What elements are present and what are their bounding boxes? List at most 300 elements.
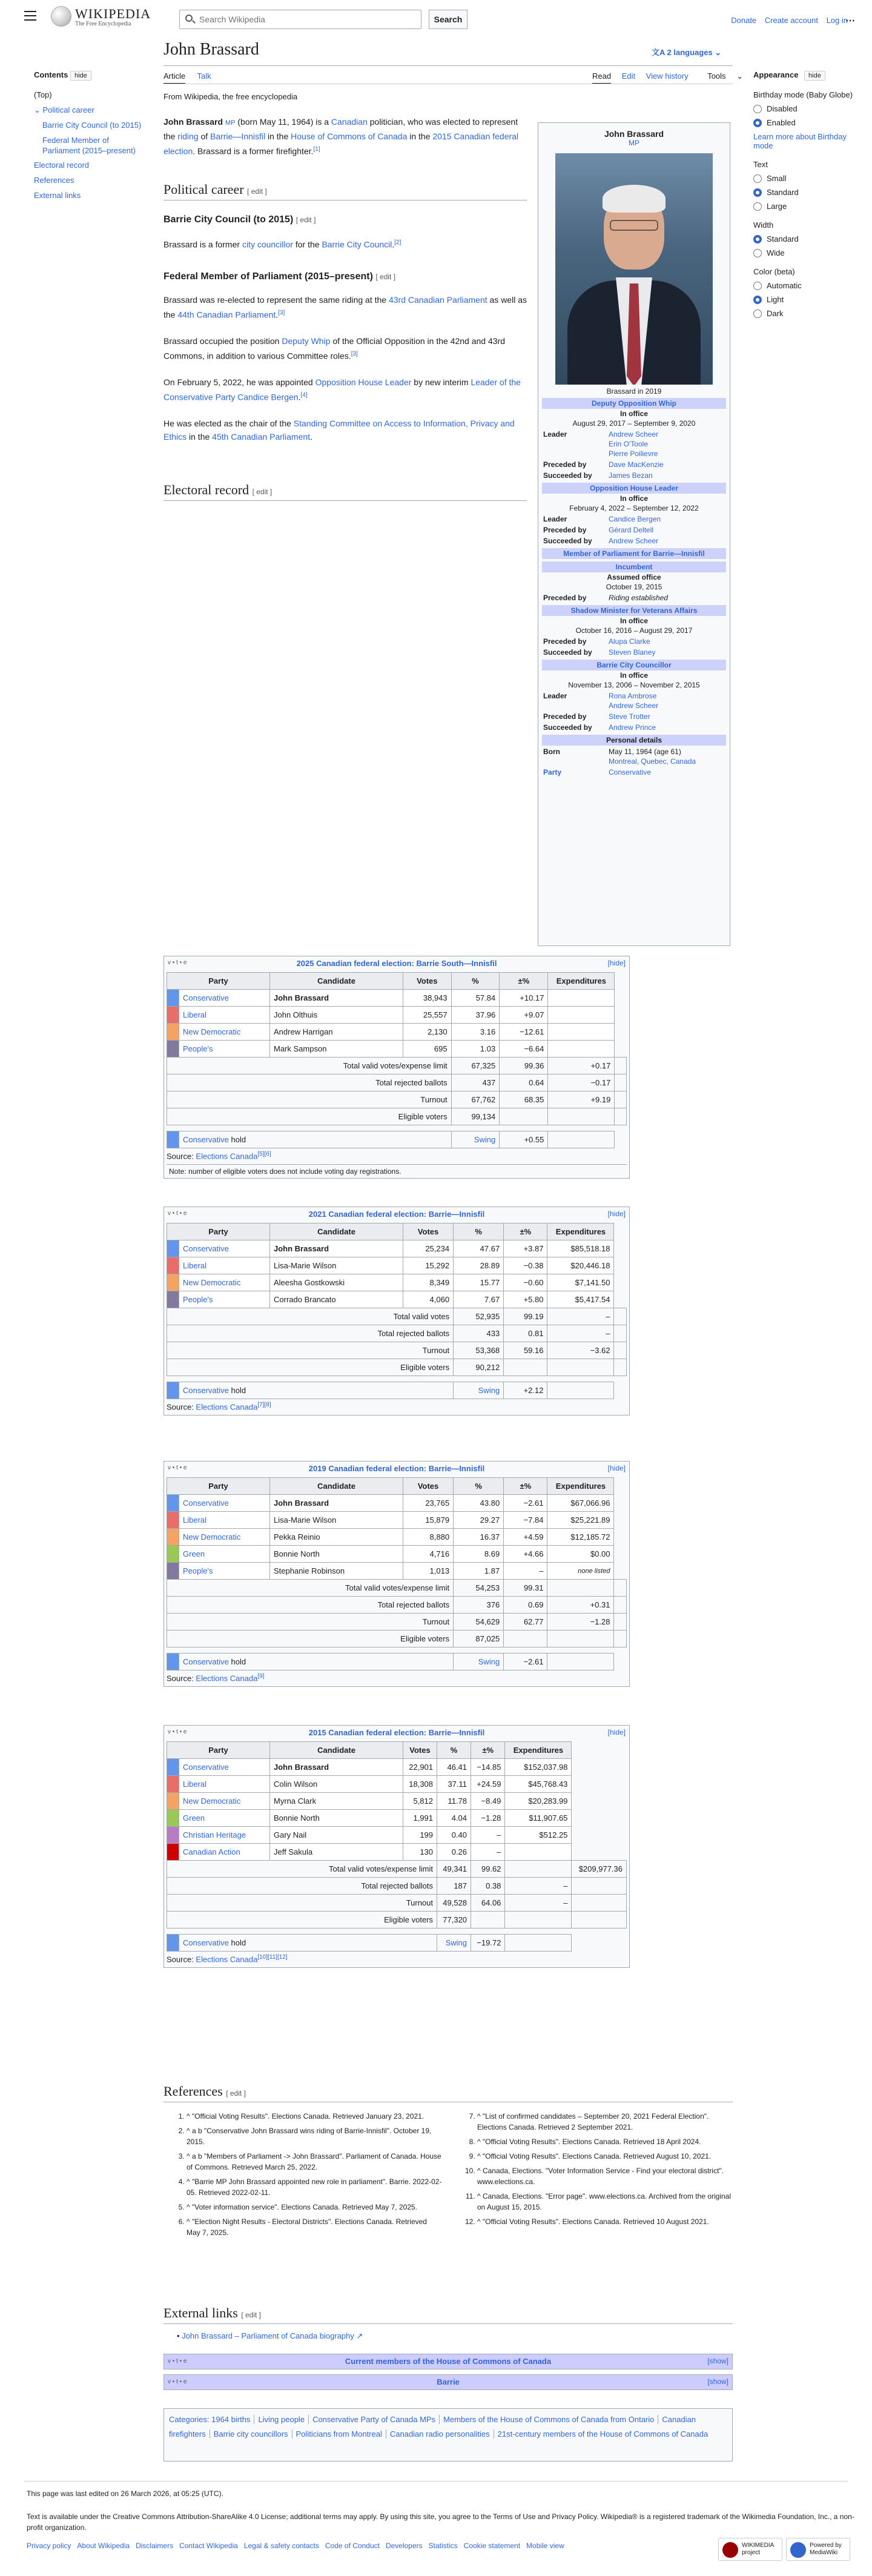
tab-view-history[interactable]: View history [646, 71, 689, 81]
role-title[interactable]: Member of Parliament for Barrie—Innisfil [542, 548, 726, 559]
party-color-swatch [167, 1759, 179, 1776]
footer-link[interactable]: Mobile view [526, 2541, 564, 2550]
party-link[interactable]: People's [183, 1044, 213, 1053]
party-link[interactable]: Liberal [183, 1010, 207, 1019]
reference-item[interactable]: 7. ^ "List of confirmed candidates – September 20, 2021 Federal Election". Elections Canada. Retrieved 2 September 2021. [477, 2111, 733, 2133]
link-43rd-parliament[interactable]: 43rd Canadian Parliament [388, 295, 487, 305]
hold-party-link[interactable]: Conservative [183, 1657, 229, 1666]
width-label: Width [753, 220, 774, 230]
expenditure-cell [548, 1007, 615, 1024]
toc-item-electoral-record[interactable]: Electoral record [34, 161, 90, 170]
link-44th-parliament[interactable]: 44th Canadian Parliament [177, 310, 276, 320]
party-value-link[interactable]: Conservative [609, 768, 652, 776]
section-heading-external-links [164, 2305, 733, 2324]
citation[interactable]: [2] [394, 239, 401, 246]
role-row-label: Preceded by [543, 526, 587, 534]
citation[interactable]: [3] [351, 351, 358, 357]
tab-talk[interactable]: Talk [197, 71, 211, 81]
election-table-header [164, 1462, 629, 1477]
link-house-of-commons[interactable]: House of Commons of Canada [291, 131, 408, 141]
category-link[interactable]: 1964 births [211, 2415, 251, 2424]
swing-label[interactable]: Swing [437, 1935, 471, 1952]
role-row-values [609, 637, 726, 646]
link-canadian[interactable]: Canadian [331, 117, 368, 127]
footer-link[interactable]: Contact Wikipedia [179, 2541, 238, 2550]
party-link[interactable]: Liberal [183, 1780, 207, 1789]
totals-row [167, 1878, 627, 1895]
category-link[interactable]: Barrie city councillors [210, 2429, 292, 2439]
search-icon [185, 15, 193, 22]
citation[interactable]: [9] [257, 1673, 265, 1680]
radio-selected-icon[interactable] [753, 296, 762, 304]
create-account-link[interactable]: Create account [764, 16, 818, 25]
footer-link[interactable]: Cookie statement [463, 2541, 521, 2550]
infobox [538, 122, 730, 946]
person-link[interactable]: Dave MacKenzie [609, 460, 664, 469]
person-link[interactable]: Pierre Poilievre [609, 449, 658, 458]
footer-link[interactable]: About Wikipedia [77, 2541, 130, 2550]
party-link[interactable]: Green [183, 1549, 205, 1558]
radio-icon[interactable] [753, 282, 762, 290]
text: Brassard is a former [164, 239, 242, 250]
role-title[interactable]: Opposition House Leader [542, 483, 726, 494]
option-small[interactable] [753, 174, 856, 183]
option-label[interactable]: Wide [767, 248, 785, 257]
person-link[interactable]: Gérard Deltell [609, 526, 654, 534]
radio-icon[interactable] [753, 174, 762, 183]
edit-section-link[interactable]: [ edit ] [226, 2089, 246, 2098]
totals-pct [471, 1912, 505, 1929]
party-cell [179, 1776, 270, 1793]
option-width-standard[interactable] [753, 234, 856, 243]
hide-button[interactable]: [hide] [607, 959, 626, 967]
votes-cell: 8,880 [403, 1529, 454, 1546]
hold-party-link[interactable]: Conservative [183, 1938, 229, 1947]
navbox-title[interactable]: Barrie [437, 2377, 460, 2386]
option-label[interactable]: Automatic [767, 281, 802, 290]
reference-item[interactable]: 1. ^ "Official Voting Results". Elections Canada. Retrieved January 23, 2021. [187, 2111, 442, 2122]
totals-label: Turnout [167, 1091, 452, 1108]
navbox-title[interactable]: Current members of the House of Commons of Canada [345, 2357, 552, 2366]
appearance-hide-button[interactable]: hide [804, 71, 825, 81]
swing-label[interactable]: Swing [451, 1131, 500, 1148]
election-title-link[interactable]: 2019 Canadian federal election: Barrie—Innisfil [308, 1464, 485, 1473]
mediawiki-badge[interactable] [786, 2538, 850, 2561]
role-title[interactable]: Barrie City Councillor [542, 660, 726, 670]
toc-item-barrie-council[interactable]: Barrie City Council (to 2015) [42, 120, 142, 130]
reference-item[interactable]: 4. ^ "Barrie MP John Brassard appointed new role in parliament". Barrie. 2022-02-05. Retrieved 2022-02-11. [187, 2176, 442, 2198]
edit-section-link[interactable]: [ edit ] [252, 488, 272, 496]
category-link[interactable]: Politicians from Montreal [292, 2429, 386, 2439]
reference-item[interactable]: 10. ^ Canada, Elections. "Voter Information Service - Find your electoral district". www.elections.ca. [477, 2165, 733, 2187]
person-link[interactable]: Steve Trotter [609, 712, 650, 721]
category-link[interactable]: Canadian radio personalities [386, 2429, 494, 2439]
totals-expenditure [614, 1597, 627, 1614]
option-label[interactable]: Standard [767, 234, 799, 243]
party-cell [179, 1844, 270, 1861]
role-row-values [609, 429, 726, 459]
role-office: In office [619, 671, 648, 680]
source-link[interactable]: Elections Canada [196, 1151, 258, 1161]
party-link[interactable]: Liberal [183, 1261, 207, 1270]
candidate-cell: Corrado Brancato [270, 1291, 403, 1308]
toc-hide-button[interactable]: hide [70, 71, 91, 81]
photo-hair [603, 185, 666, 213]
link-candice-bergen[interactable]: Leader of the Conservative Party Candice Bergen [164, 377, 521, 402]
party-link[interactable]: Liberal [183, 1515, 207, 1525]
pct-cell: 1.87 [454, 1563, 504, 1580]
barrie-paragraph: Brassard is a former city councillor for the Barrie City Council.[2] [164, 239, 401, 250]
option-enabled[interactable] [753, 118, 856, 127]
vte-links[interactable]: v • t • e [168, 1729, 187, 1735]
edit-section-link[interactable]: [ edit ] [247, 187, 267, 196]
person-link[interactable]: Andrew Prince [609, 723, 656, 732]
reference-item[interactable]: 12. ^ "Official Voting Results". Elections Canada. Retrieved 10 August 2021. [477, 2216, 733, 2227]
reference-item[interactable]: 11. ^ Canada, Elections. "Error page". www.elections.ca. Archived from the original on August 15, 2015. [477, 2191, 733, 2213]
option-label[interactable]: Small [767, 174, 787, 183]
change-cell: −12.61 [500, 1024, 548, 1041]
translate-icon: 文A [652, 48, 667, 57]
citation[interactable]: [1] [313, 146, 320, 153]
totals-votes: 77,320 [437, 1912, 471, 1929]
link-barrie-city-council[interactable]: Barrie City Council [322, 239, 392, 250]
reference-item[interactable]: 9. ^ "Official Voting Results". Elections Canada. Retrieved August 10, 2021. [477, 2151, 733, 2162]
option-label[interactable]: Dark [767, 309, 784, 318]
option-label[interactable]: Enabled [767, 118, 796, 127]
candidate-cell: Colin Wilson [270, 1776, 403, 1793]
link-riding[interactable]: riding [177, 131, 199, 141]
role-row-label: Leader [543, 692, 567, 700]
totals-change: – [547, 1308, 614, 1325]
citation[interactable]: [4] [300, 392, 308, 399]
footer-link[interactable]: Privacy policy [27, 2541, 71, 2550]
col-change: ±% [504, 1223, 547, 1240]
toc-item-label[interactable]: Political career [42, 105, 94, 114]
totals-votes: 87,025 [454, 1631, 504, 1647]
portrait-photo[interactable] [555, 153, 713, 385]
toc-item-top[interactable]: (Top) [34, 90, 52, 99]
totals-votes: 437 [451, 1074, 500, 1091]
hold-text: hold [228, 1135, 246, 1144]
party-link[interactable]: New Democratic [183, 1796, 241, 1806]
donate-link[interactable]: Donate [731, 16, 757, 25]
edit-section-link[interactable]: [ edit ] [296, 216, 316, 224]
hold-text: hold [228, 1938, 246, 1947]
spacer-cell [167, 1929, 627, 1935]
totals-change [505, 1912, 572, 1929]
hide-button[interactable]: [hide] [607, 1210, 626, 1218]
party-link[interactable]: Conservative [183, 1498, 229, 1508]
party-link[interactable]: Conservative [183, 1244, 229, 1253]
party-color-swatch [167, 1291, 179, 1308]
party-link[interactable]: New Democratic [183, 1027, 241, 1036]
option-wide[interactable] [753, 248, 856, 257]
party-link[interactable]: New Democratic [183, 1278, 241, 1287]
wikipedia-globe-logo[interactable] [51, 6, 71, 27]
party-cell [179, 1827, 270, 1844]
link-city-councillor[interactable]: city councillor [242, 239, 293, 250]
votes-cell: 2,130 [403, 1024, 452, 1041]
option-label[interactable]: Standard [767, 188, 799, 197]
radio-icon[interactable] [753, 249, 762, 257]
link-2015-election[interactable]: 2015 Canadian federal election [164, 131, 519, 156]
footer-link[interactable]: Developers [385, 2541, 423, 2550]
search-button[interactable]: Search [429, 10, 467, 29]
election-table [164, 1725, 630, 1968]
search-input[interactable] [179, 10, 421, 29]
table-header-row [167, 1223, 627, 1240]
wikimedia-badge[interactable] [718, 2538, 782, 2561]
category-link[interactable]: Canadian firefighters [169, 2415, 696, 2439]
navbox-barrie [164, 2374, 733, 2390]
party-link[interactable]: Conservative [183, 1763, 229, 1772]
person-link[interactable]: Alupa Clarke [609, 637, 650, 646]
language-count[interactable]: 2 languages [667, 48, 713, 57]
totals-label: Total rejected ballots [167, 1074, 452, 1091]
change-cell: – [471, 1827, 505, 1844]
toc-item-external-links[interactable]: External links [34, 191, 81, 200]
spacer-cell [167, 1125, 627, 1131]
option-label[interactable]: Light [767, 295, 784, 304]
hold-party-link[interactable]: Conservative [183, 1135, 229, 1144]
election-title-link[interactable]: 2021 Canadian federal election: Barrie—Innisfil [308, 1210, 485, 1219]
reference-item[interactable]: 6. ^ "Election Night Results - Electoral Districts". Elections Canada. Retrieved May 7, 2025. [187, 2216, 442, 2238]
party-link[interactable]: New Democratic [183, 1532, 241, 1541]
navbox-vte[interactable]: v • t • e [168, 2358, 187, 2365]
swing-value: −19.72 [471, 1935, 505, 1952]
hide-button[interactable]: [hide] [607, 1464, 626, 1472]
chevron-down-icon[interactable]: ⌄ [34, 105, 43, 114]
person-link[interactable]: Andrew Scheer [609, 537, 659, 545]
person-link[interactable]: Andrew Scheer [609, 430, 659, 439]
votes-cell: 199 [403, 1827, 437, 1844]
categories-label[interactable]: Categories: [169, 2415, 210, 2424]
swing-label[interactable]: Swing [454, 1382, 504, 1399]
totals-label: Total valid votes/expense limit [167, 1580, 454, 1597]
tab-tools[interactable] [699, 71, 743, 81]
radio-icon[interactable] [753, 105, 762, 113]
reference-item[interactable]: 8. ^ "Official Voting Results". Elections Canada. Retrieved 18 April 2024. [477, 2136, 733, 2147]
role-dates: October 19, 2015 [606, 583, 662, 591]
reference-item[interactable]: 5. ^ "Voter information service". Elections Canada. Retrieved May 7, 2025. [187, 2202, 442, 2213]
navbox-vte[interactable]: v • t • e [168, 2379, 187, 2385]
toc-item-federal-mp[interactable]: Federal Member of Parliament (2015–present) [42, 135, 136, 155]
person-link[interactable]: James Bezan [609, 471, 653, 480]
vte-links[interactable]: v • t • e [168, 1210, 187, 1217]
totals-expenditure [572, 1895, 627, 1912]
candidate-cell: Stephanie Robinson [270, 1563, 403, 1580]
totals-label: Turnout [167, 1342, 454, 1359]
hide-button[interactable]: [hide] [607, 1728, 626, 1737]
party-cell [179, 1563, 270, 1580]
party-link[interactable]: Green [183, 1813, 205, 1823]
pct-cell: 37.96 [451, 1007, 500, 1024]
election-title-link[interactable]: 2015 Canadian federal election: Barrie—Innisfil [308, 1728, 485, 1737]
source-label: Source: [167, 1151, 196, 1161]
badge-text: Powered by MediaWiki [810, 2542, 842, 2556]
totals-change: −0.17 [548, 1074, 615, 1091]
option-dark[interactable] [753, 309, 856, 318]
edit-section-link[interactable]: [ edit ] [241, 2311, 261, 2319]
category-link[interactable]: Members of the House of Commons of Canada from Ontario [439, 2415, 658, 2424]
citation[interactable]: [10][11][12] [257, 1954, 288, 1961]
footer-link[interactable]: Code of Conduct [325, 2541, 380, 2550]
link-opposition-house-leader[interactable]: Opposition House Leader [315, 377, 412, 387]
radio-icon[interactable] [753, 202, 762, 211]
toc-item-references[interactable]: References [34, 176, 74, 185]
role-dates: October 16, 2016 – August 29, 2017 [575, 626, 693, 635]
party-link[interactable]: People's [183, 1295, 213, 1304]
category-link[interactable]: Conservative Party of Canada MPs [308, 2415, 439, 2424]
col-votes: Votes [403, 1478, 454, 1495]
role-row [542, 712, 726, 721]
election-results [167, 1223, 627, 1399]
footer-link[interactable]: Legal & safety contacts [243, 2541, 319, 2550]
category-link[interactable]: 21st-century members of the House of Commons of Canada [494, 2429, 712, 2439]
change-cell: −0.60 [504, 1274, 547, 1291]
language-button[interactable] [652, 46, 721, 58]
party-cell [179, 990, 270, 1007]
mp-postnominal[interactable]: MP [225, 119, 236, 127]
expenditure-cell: $512.25 [505, 1827, 572, 1844]
width-group [753, 220, 856, 257]
radio-selected-icon[interactable] [753, 235, 762, 243]
infobox-mp[interactable]: MP [629, 139, 639, 147]
role-row-label: Preceded by [543, 637, 587, 646]
link-deputy-whip[interactable]: Deputy Whip [282, 336, 331, 346]
votes-cell: 4,716 [403, 1546, 454, 1563]
category-link[interactable]: Living people [254, 2415, 308, 2424]
link-barrie-innisfil[interactable]: Barrie—Innisfil [210, 131, 266, 141]
pct-cell: 1.03 [451, 1041, 500, 1058]
table-header-row [167, 1742, 627, 1759]
person-link[interactable]: Erin O'Toole [609, 440, 648, 448]
navbox-show-button[interactable]: [show] [707, 2377, 728, 2386]
person-link[interactable]: Riding established [609, 594, 669, 602]
role-title[interactable]: Deputy Opposition Whip [542, 398, 726, 409]
party-link[interactable]: Christian Heritage [183, 1830, 246, 1839]
party-cell [179, 1810, 270, 1827]
expenditure-cell [548, 1041, 615, 1058]
color-group [753, 267, 856, 318]
totals-expenditure [614, 1614, 627, 1631]
pct-cell: 29.27 [454, 1512, 504, 1529]
pct-cell: 0.26 [437, 1844, 471, 1861]
source-link[interactable]: Elections Canada [196, 1674, 258, 1683]
external-link-item: • John Brassard – Parliament of Canada biography ↗ [177, 2331, 363, 2340]
radio-selected-icon[interactable] [753, 188, 762, 197]
role-row-label: Preceded by [543, 594, 587, 602]
source-link[interactable]: Elections Canada [196, 1955, 258, 1964]
person-link[interactable]: Andrew Scheer [609, 701, 659, 710]
navbox-show-button[interactable]: [show] [707, 2357, 728, 2365]
spacer-row [167, 1647, 627, 1654]
toc-item-political-career[interactable] [34, 105, 143, 116]
totals-row [167, 1861, 627, 1878]
tagline: From Wikipedia, the free encyclopedia [164, 92, 298, 101]
more-options-icon[interactable]: ⋯ [845, 16, 855, 26]
party-link[interactable]: Conservative [183, 993, 229, 1002]
totals-expenditure: $209,977.36 [572, 1861, 627, 1878]
lead-text: politician, who was elected to represent the [164, 117, 518, 141]
vte-links[interactable]: v • t • e [168, 959, 187, 966]
vte-links[interactable]: v • t • e [168, 1465, 187, 1471]
totals-expenditure [615, 1074, 627, 1091]
learn-more-link[interactable]: Learn more about Birthday mode [753, 132, 847, 150]
footer-link[interactable]: Statistics [428, 2541, 458, 2550]
login-link[interactable]: Log in [826, 16, 848, 25]
radio-selected-icon[interactable] [753, 119, 762, 127]
tools-label[interactable]: Tools [707, 71, 726, 81]
election-title-link[interactable]: 2025 Canadian federal election: Barrie South—Innisfil [296, 959, 497, 968]
tab-edit[interactable]: Edit [621, 71, 636, 81]
votes-cell: 1,013 [403, 1563, 454, 1580]
citation[interactable]: [5][6] [257, 1151, 271, 1157]
federal-paragraph-2 [164, 334, 527, 363]
table-row [167, 1827, 627, 1844]
party-color-swatch [167, 1257, 179, 1274]
person-link[interactable]: Rona Ambrose [609, 692, 657, 700]
expenditure-cell: $5,417.54 [547, 1291, 614, 1308]
totals-votes: 54,629 [454, 1614, 504, 1631]
citation[interactable]: [7][8] [257, 1402, 271, 1408]
option-light[interactable] [753, 295, 856, 304]
wikipedia-wordmark[interactable]: WIKIPEDIA [75, 6, 151, 21]
party-cell [179, 1257, 270, 1274]
option-disabled[interactable] [753, 104, 856, 113]
person-link[interactable]: Steven Blaney [609, 648, 656, 657]
footer-link[interactable]: Disclaimers [136, 2541, 174, 2550]
option-label[interactable]: Disabled [767, 104, 798, 113]
menu-icon[interactable] [24, 11, 36, 21]
option-large[interactable] [753, 202, 856, 211]
option-standard[interactable] [753, 188, 856, 197]
party-link[interactable]: Canadian Action [183, 1847, 240, 1856]
party-link[interactable]: People's [183, 1566, 213, 1575]
person-link[interactable]: Candice Bergen [609, 515, 661, 523]
expenditure-cell: $7,141.50 [547, 1274, 614, 1291]
col-expenditures: Expenditures [505, 1742, 572, 1759]
reference-item[interactable]: 2. ^ a b "Conservative John Brassard wins riding of Barrie-Innisfil". October 19, 2015. [187, 2125, 442, 2147]
tab-article[interactable]: Article [164, 71, 185, 84]
option-automatic[interactable] [753, 281, 856, 290]
edit-section-link[interactable]: [ edit ] [375, 273, 396, 281]
role-row-values [609, 514, 726, 524]
link-ethics-committee[interactable]: Standing Committee on Access to Information, Privacy and Ethics [164, 419, 515, 442]
hold-party-link[interactable]: Conservative [183, 1386, 229, 1395]
table-header-row [167, 973, 627, 990]
totals-label: Total rejected ballots [167, 1878, 437, 1895]
swing-label[interactable]: Swing [454, 1654, 504, 1670]
role-row-label: Leader [543, 430, 567, 439]
expenditure-cell: $12,185.72 [547, 1529, 614, 1546]
infobox-roles [542, 398, 726, 732]
spacer-row [167, 1376, 627, 1382]
option-label[interactable]: Large [767, 202, 787, 211]
reference-item[interactable]: 3. ^ a b "Members of Parliament -> John Brassard". Parliament of Canada. House of Commons. Retrieved March 25, 2022. [187, 2151, 442, 2173]
votes-cell: 25,234 [403, 1240, 454, 1257]
citation[interactable]: [3] [278, 310, 285, 316]
parliament-biography-link[interactable]: John Brassard – Parliament of Canada biography [182, 2331, 354, 2340]
tab-read[interactable]: Read [592, 71, 611, 84]
born-place-link[interactable]: Montreal, Quebec, Canada [609, 757, 696, 766]
radio-icon[interactable] [753, 310, 762, 318]
source-line [164, 1952, 629, 1967]
role-row [542, 536, 726, 546]
link-45th-parliament[interactable]: 45th Canadian Parliament [212, 432, 311, 442]
role-title[interactable]: Shadow Minister for Veterans Affairs [542, 605, 726, 616]
source-link[interactable]: Elections Canada [196, 1402, 258, 1412]
